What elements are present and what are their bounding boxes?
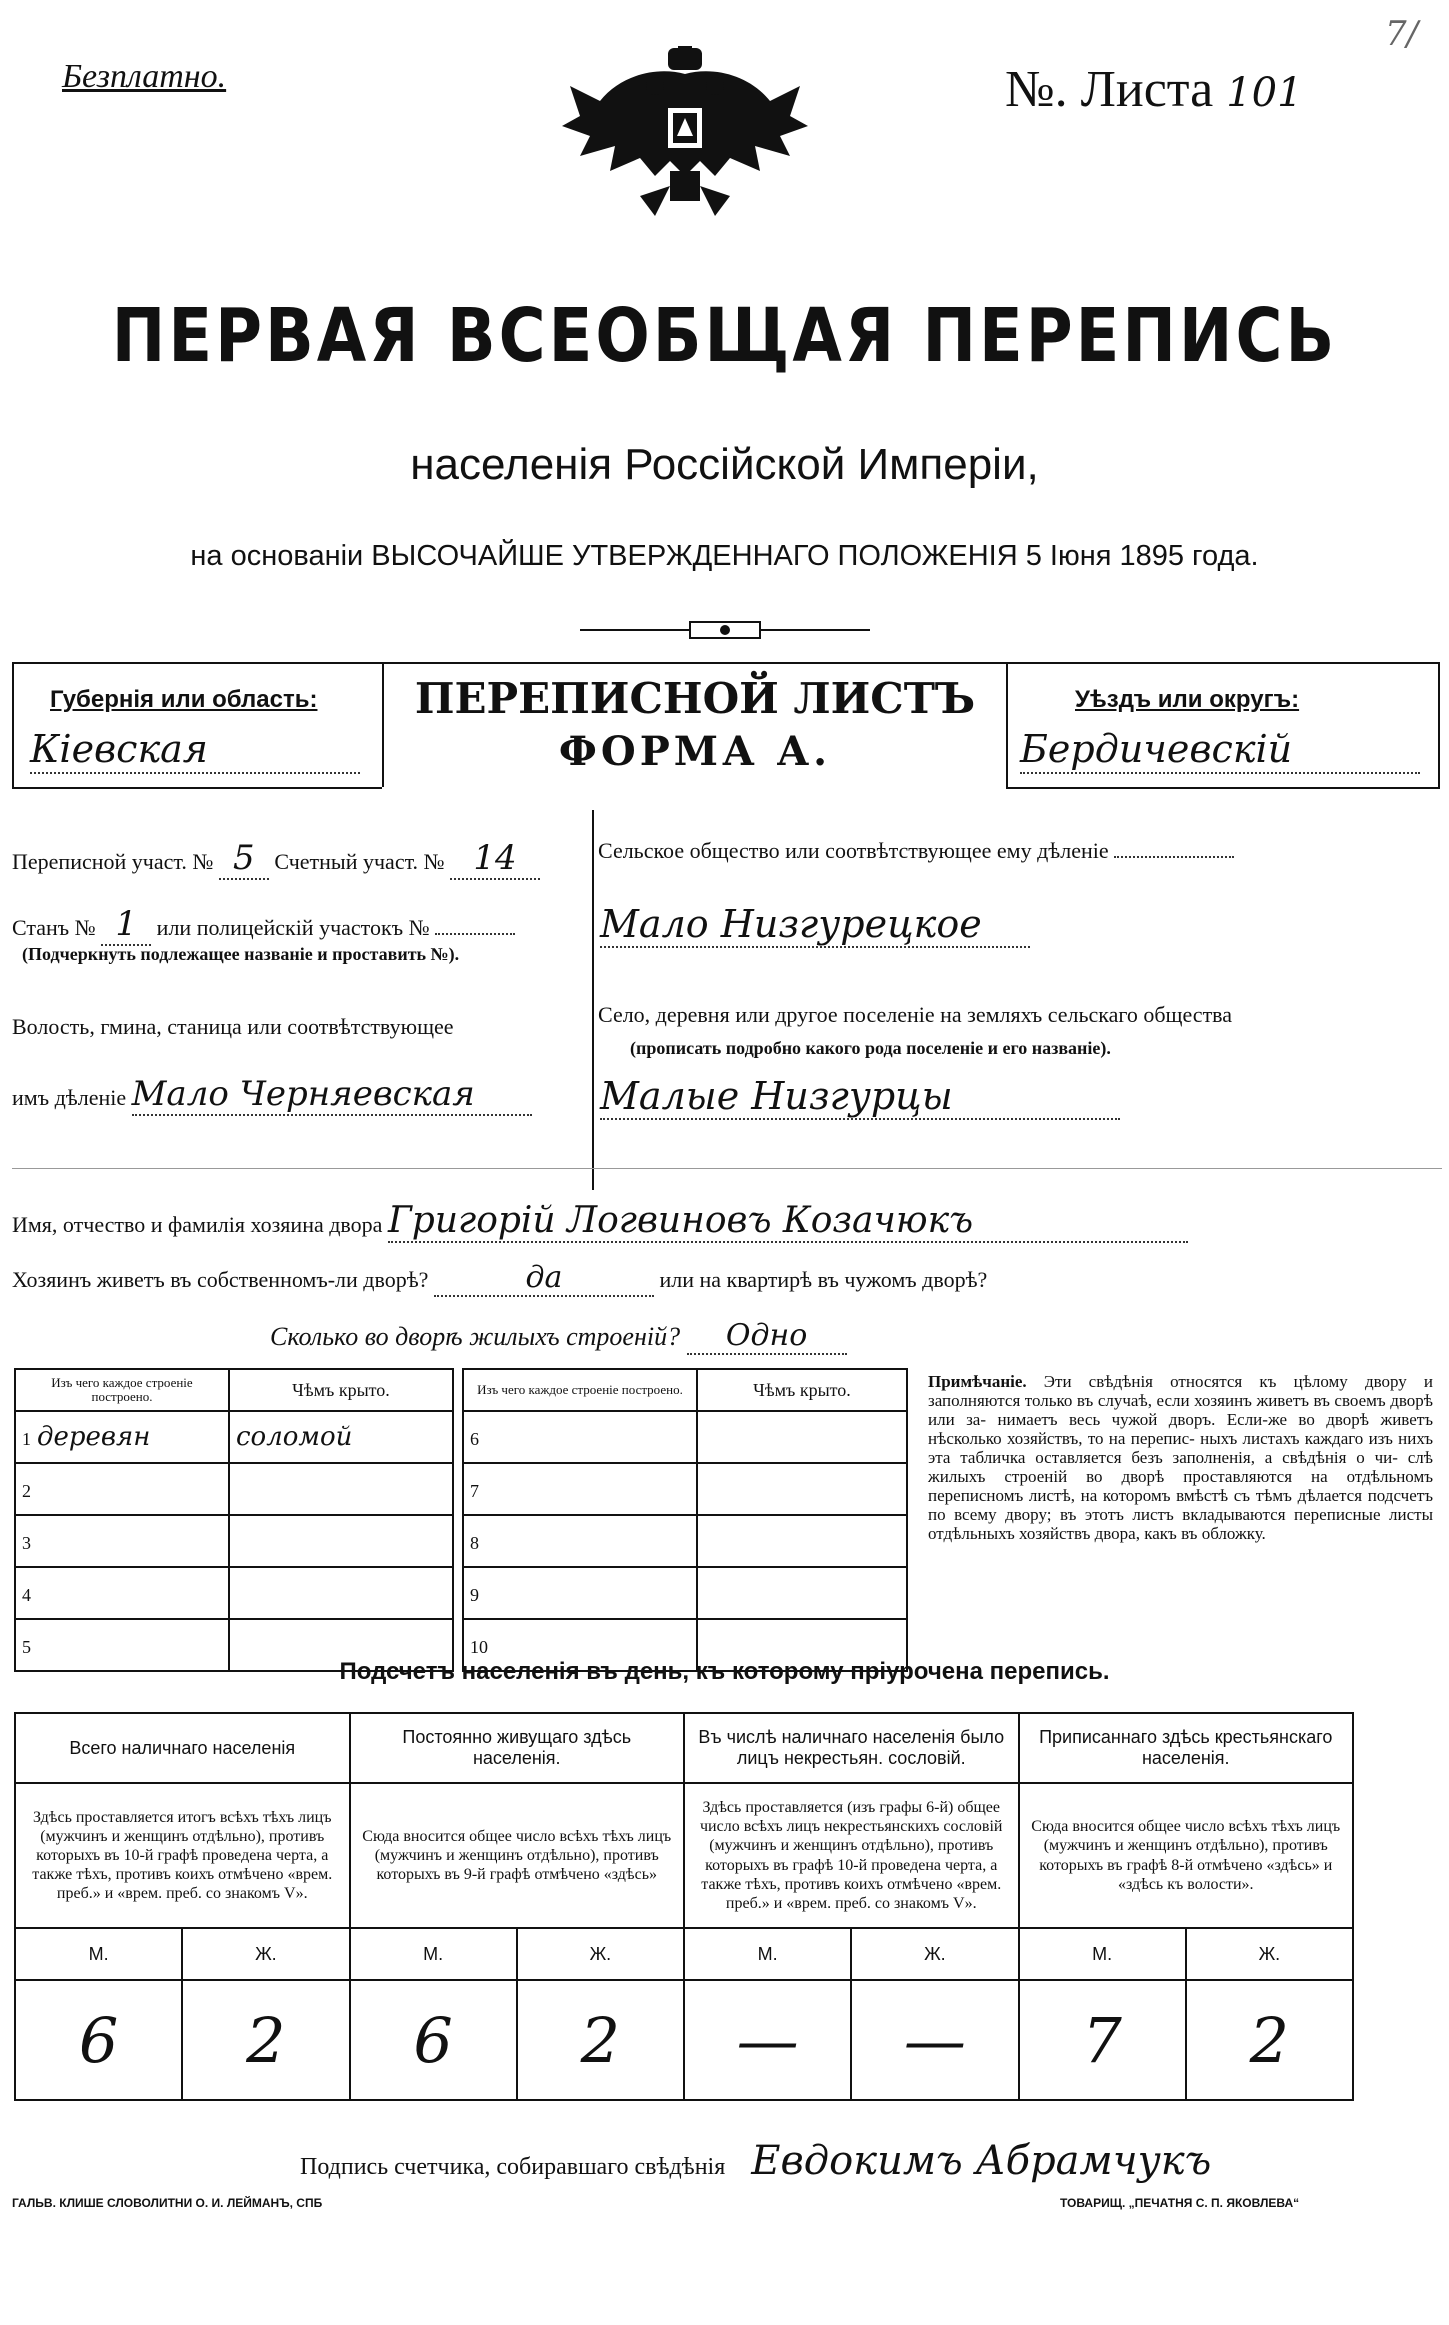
building-roof-cell[interactable]: соломой (229, 1411, 453, 1463)
table-row (463, 1463, 907, 1515)
form-subtitle: ФОРМА А. (558, 728, 832, 775)
volost-row (12, 1074, 532, 1116)
village-label: Село, деревня или другое поселеніе на земляхъ сельскаго общества (598, 1002, 1233, 1027)
building-number: 4 (22, 1585, 31, 1605)
district-field[interactable]: Бердичевскій (1020, 726, 1420, 774)
basis-line: на основаніи ВЫСОЧАЙШЕ УТВЕРЖДЕННАГО ПОЛОЖЕНІЯ 5 Іюня 1895 года. (190, 540, 1259, 572)
male-count-field[interactable]: 6 (15, 1980, 182, 2100)
printer-right: ТОВАРИЩ. „ПЕЧАТНЯ С. П. ЯКОВЛЕВА“ (1060, 2196, 1300, 2210)
male-count-field[interactable]: — (684, 1980, 851, 2100)
male-label: М. (350, 1928, 517, 1980)
own-yard-row (12, 1260, 987, 1297)
count-col-title: Въ числѣ наличнаго населенія было лицъ некрестьян. сословій. (684, 1713, 1019, 1783)
col-material-header-2: Изъ чего каждое строеніе построено. (463, 1369, 697, 1411)
building-number: 7 (470, 1481, 479, 1501)
underline-note: (Подчеркнуть подлежащее названіе и проставить №). (22, 944, 460, 964)
female-label: Ж. (851, 1928, 1018, 1980)
sheet-number-value: 101 (1226, 70, 1303, 116)
count-col-desc: Сюда вносится общее число всѣхъ тѣхъ лицъ (мужчинъ и женщинъ отдѣльно), противъ которыхъ въ 9-й графѣ отмѣчено «здѣсь» (350, 1783, 685, 1928)
society-row (598, 838, 1234, 864)
building-roof-cell[interactable] (229, 1463, 453, 1515)
volost-label: Волость, гмина, станица или соотвѣтствующее (12, 1014, 454, 1039)
building-material-cell[interactable] (15, 1411, 229, 1463)
owner-name-label: Имя, отчество и фамилія хозяина двора (12, 1212, 383, 1237)
page-subtitle: населенія Россійской Имперіи, (410, 440, 1039, 489)
buildings-field[interactable]: Одно (687, 1318, 847, 1355)
table-row (15, 1463, 453, 1515)
owner-row (12, 1200, 1188, 1243)
volost-label-2: имъ дѣленіе (12, 1085, 127, 1110)
female-label: Ж. (182, 1928, 349, 1980)
count-col-desc: Здѣсь проставляется итогъ всѣхъ тѣхъ лицъ (мужчинъ и женщинъ отдѣльно), противъ которыхъ въ 10-й графѣ проведена черта, а также тѣхъ, противъ коихъ отмѣчено «врем. преб.» и «врем. преб. со знакомъ V». (15, 1783, 350, 1928)
census-district-field[interactable]: 5 (219, 838, 269, 880)
society-field[interactable]: Мало Низгурецкое (600, 902, 1030, 948)
female-count-field[interactable]: 2 (182, 1980, 349, 2100)
note-line: на отдѣльномъ переписномъ листѣ, на которомъ (928, 1467, 1434, 1505)
province-label: Губернія или область: (50, 686, 318, 713)
note-line: вмѣстѣ съ тѣмъ дѣлается подсчетъ по всему двору; (928, 1486, 1433, 1524)
building-number: 5 (22, 1637, 31, 1657)
own-yard-label: Хозяинъ живетъ въ собственномъ-ли дворѣ? (12, 1267, 429, 1292)
volost-field[interactable]: Мало Черняевская (132, 1074, 532, 1116)
note-line: въ этотъ листъ вкладываются переписные листы (1060, 1505, 1434, 1524)
ornament-divider (580, 618, 870, 642)
buildings-table-right (462, 1368, 908, 1672)
col-roof-header-2: Чѣмъ крыто. (697, 1369, 907, 1411)
own-yard-field[interactable]: да (434, 1260, 654, 1297)
police-district-label: или полицейскій участокъ № (156, 915, 430, 940)
male-label: М. (15, 1928, 182, 1980)
female-count-field[interactable]: 2 (517, 1980, 684, 2100)
female-count-field[interactable]: — (851, 1980, 1018, 2100)
building-number: 1 (22, 1429, 31, 1449)
form-title: ПЕРЕПИСНОЙ ЛИСТЪ (414, 674, 976, 723)
signature-row (300, 2138, 1211, 2184)
male-label: М. (684, 1928, 851, 1980)
district-label: Уѣздъ или округъ: (1075, 686, 1300, 713)
building-material-value: деревян (37, 1422, 151, 1452)
count-col-title: Всего наличнаго населенія (15, 1713, 350, 1783)
stan-label: Станъ № (12, 915, 96, 940)
building-material-cell[interactable] (463, 1463, 697, 1515)
stan-row (12, 904, 515, 946)
society-label-dots (1114, 856, 1234, 858)
table-row (15, 1567, 453, 1619)
table-row (15, 1515, 453, 1567)
society-label: Сельское общество или соотвѣтствующее ему дѣленіе (598, 838, 1109, 863)
count-col-desc: Здѣсь проставляется (изъ графы 6-й) общее число всѣхъ лицъ некрестьянскихъ сословій (мужчинъ и женщинъ отдѣльно), противъ которыхъ въ графѣ 10-й проведена черта, а также тѣхъ, противъ коихъ отмѣчено «врем. преб.» и «врем. преб. со знакомъ V». (684, 1783, 1019, 1928)
imperial-eagle-emblem (560, 46, 810, 221)
note-line: цѣлому двору и заполняются только въ случаѣ, (928, 1372, 1434, 1410)
building-roof-cell[interactable] (697, 1411, 907, 1463)
building-material-cell[interactable] (15, 1463, 229, 1515)
village-note: (прописать подробно какого рода поселеніе и его названіе). (630, 1038, 1111, 1058)
census-district-row (12, 838, 540, 880)
female-label: Ж. (1186, 1928, 1353, 1980)
note-line: если хозяинъ живетъ въ своемъ дворѣ или за- (928, 1391, 1433, 1429)
building-material-cell[interactable] (15, 1515, 229, 1567)
province-field[interactable]: Кіевская (30, 726, 360, 774)
printer-left: ГАЛЬВ. КЛИШЕ СЛОВОЛИТНИ О. И. ЛЕЙМАНЪ, СПБ (12, 2196, 323, 2210)
count-col-title: Постоянно живущаго здѣсь населенія. (350, 1713, 685, 1783)
buildings-row (270, 1318, 847, 1355)
signature-field[interactable]: Евдокимъ Абрамчукъ (751, 2138, 1212, 2184)
building-number: 9 (470, 1585, 479, 1605)
male-label: М. (1019, 1928, 1186, 1980)
census-district-label: Переписной участ. № (12, 849, 214, 874)
building-number: 8 (470, 1533, 479, 1553)
male-count-field[interactable]: 6 (350, 1980, 517, 2100)
building-number: 6 (470, 1429, 479, 1449)
stan-field[interactable]: 1 (101, 904, 151, 946)
building-roof-cell[interactable] (229, 1515, 453, 1567)
building-material-cell[interactable] (463, 1515, 697, 1567)
buildings-table-left (14, 1368, 454, 1672)
count-col-title: Приписаннаго здѣсь крестьянскаго населенія. (1019, 1713, 1354, 1783)
building-number: 10 (470, 1637, 488, 1657)
village-field[interactable]: Малые Низгурцы (600, 1074, 1120, 1120)
count-district-label: Счетный участ. № (274, 849, 445, 874)
buildings-label: Сколько во дворѣ жилыхъ строеній? (270, 1322, 681, 1351)
note-line: слѣ жилыхъ строеній во дворѣ проставляются (928, 1448, 1434, 1486)
table-row (463, 1515, 907, 1567)
count-col-desc: Сюда вносится общее число всѣхъ тѣхъ лицъ (мужчинъ и женщинъ отдѣльно), противъ которыхъ въ графѣ 8-й отмѣчено «здѣсь» и «здѣсь къ волости». (1019, 1783, 1354, 1928)
note-line: отдѣльныхъ хозяйствъ двора, какъ въ обложку. (928, 1524, 1266, 1543)
police-district-field[interactable] (435, 933, 515, 935)
building-roof-cell[interactable] (697, 1463, 907, 1515)
rent-label: или на квартирѣ въ чужомъ дворѣ? (659, 1267, 988, 1292)
population-count-table (14, 1712, 1354, 2101)
count-district-field[interactable]: 14 (450, 838, 540, 880)
building-roof-cell[interactable] (697, 1515, 907, 1567)
count-heading: Подсчетъ населенія въ день, къ которому пріурочена перепись. (339, 1658, 1110, 1685)
table-row (463, 1567, 907, 1619)
col-roof-header: Чѣмъ крыто. (229, 1369, 453, 1411)
building-material-cell[interactable] (463, 1411, 697, 1463)
sheet-number (1005, 60, 1303, 119)
table-row (463, 1411, 907, 1463)
note-title: Примѣчаніе. (928, 1372, 1027, 1391)
corner-mark: 7/ (1385, 14, 1419, 54)
note-line: живетъ нѣсколько хозяйствъ, то на перепис- (928, 1410, 1434, 1448)
owner-name-field[interactable]: Григорій Логвиновъ Козачюкъ (388, 1200, 1188, 1243)
note-text (928, 1372, 1433, 1543)
note-line: ныхъ листахъ каждаго изъ нихъ эта табличка (928, 1429, 1433, 1467)
building-roof-cell[interactable] (229, 1567, 453, 1619)
sheet-number-label: №. Листа (1005, 61, 1214, 118)
table-row (15, 1411, 453, 1463)
signature-label: Подпись счетчика, собиравшаго свѣдѣнія (300, 2154, 726, 2180)
building-number: 2 (22, 1481, 31, 1501)
free-label: Безплатно. (62, 58, 227, 95)
building-material-cell[interactable] (463, 1567, 697, 1619)
female-label: Ж. (517, 1928, 684, 1980)
note-line: нимаетъ весь чужой дворъ. Если-же во дворѣ (997, 1410, 1370, 1429)
building-number: 3 (22, 1533, 31, 1553)
female-count-field[interactable]: 2 (1186, 1980, 1353, 2100)
note-line: оставляется безъ заполненія, а свѣдѣнія о чи- (1035, 1448, 1398, 1467)
male-count-field[interactable]: 7 (1019, 1980, 1186, 2100)
page-title: ПЕРВАЯ ВСЕОБЩАЯ ПЕРЕПИСЬ (111, 294, 1338, 380)
note-line: Эти свѣдѣнія относятся къ (1043, 1372, 1277, 1391)
building-material-cell[interactable] (15, 1567, 229, 1619)
note-block (928, 1372, 1433, 1543)
building-roof-cell[interactable] (697, 1567, 907, 1619)
col-material-header: Изъ чего каждое строеніе построено. (15, 1369, 229, 1411)
